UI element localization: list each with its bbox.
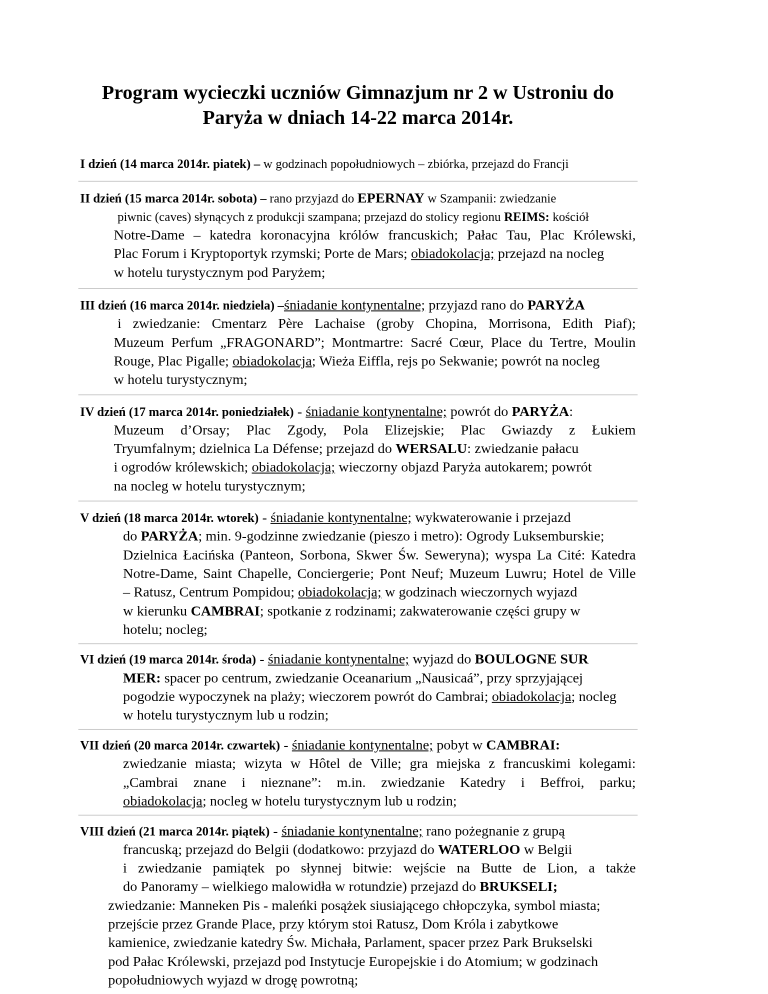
place-paryz: PARYŻA <box>511 403 570 420</box>
day-1 <box>80 155 636 174</box>
day-6-header: VI dzień (19 marca 2014r. środa) <box>80 652 257 667</box>
day-7: VII dzień (20 marca 2014r. czwartek) - śniadanie kontynentalne; pobyt w CAMBRAI: zwiedzanie miasta; wizyta w Hôtel de Ville; gra miejska z francuskimi kolegami: „Cambrai znane i nieznane”: m.in. zwiedzanie Katedry i Beffroi, parku; obiadokolacja; nocleg w hotelu turystycznym lub u rodzin; <box>80 737 636 810</box>
day-5-header: V dzień (18 marca 2014r. wtorek) <box>80 510 259 525</box>
place-paryz: PARYŻA <box>140 528 199 545</box>
page-title <box>56 80 660 130</box>
day-8-header: VIII dzień (21 marca 2014r. piątek) <box>80 824 270 839</box>
place-epernay: EPERNAY <box>357 190 425 207</box>
day-8: VIII dzień (21 marca 2014r. piątek) - śniadanie kontynentalne; rano pożegnanie z grupą francuską; przejazd do Belgii (dodatkowo: przyjazd do WATERLOO w Belgii i zwiedzanie pamiątek po słynnej bitwie: wejście na Butte de Lion, a także do Panoramy – wielkiego malowidła w rotundzie) przejazd do BRUKSELI; zwiedzanie: Manneken Pis - maleńki posążek siusiającego chłopczyka, symbol miasta; przejście przez Grande Place, przy którym stoi Ratusz, Dom Króla i zabytkowe kamienice, zwiedzanie katedry Św. Michała, Parlament, spacer przez Park Brukselski pod Pałac Królewski, przejazd pod Instytucje Europejskie i do Atomium; w godzinach popołudniowych wyjazd w drogę powrotną; <box>80 823 636 989</box>
day-6-block: VI dzień (19 marca 2014r. środa) - śniadanie kontynentalne; wyjazd do BOULOGNE SUR MER: spacer po centrum, zwiedzanie Oceanarium „Nausicaá”, przy sprzyjającej pogodzie wypoczynek na plaży; wieczorem powrót do Cambrai; obiadokolacja; nocleg w hotelu turystycznym lub u rodzin; <box>80 651 617 724</box>
day-2: II dzień (15 marca 2014r. sobota) – rano przyjazd do EPERNAY w Szampanii: zwiedzanie piwnic (caves) słynących z produkcji szampana; przejazd do stolicy regionu REIMS: kościół Notre-Dame – katedra koronacyjna królów francuskich; Pałac Tau, Plac Królewski, Plac Forum i Kryptoportyk rzymski; Porte de Mars; obiadokolacja; przejazd na nocleg w hotelu turystycznym pod Paryżem; <box>80 190 636 281</box>
title-line-2: Paryża w dniach 14-22 marca 2014r. <box>202 106 514 129</box>
place-boulogne: BOULOGNE SUR <box>474 651 589 668</box>
day-4-header: IV dzień (17 marca 2014r. poniedziałek) <box>80 404 294 419</box>
day-1-header: I dzień (14 marca 2014r. piatek) – <box>80 156 261 171</box>
day-3-header: III dzień (16 marca 2014r. niedziela) – <box>80 298 284 313</box>
place-waterloo: WATERLOO <box>437 841 521 858</box>
place-cambrai: CAMBRAI: <box>486 737 561 754</box>
place-bruksela: BRUKSELI; <box>479 879 558 895</box>
day-4: IV dzień (17 marca 2014r. poniedziałek) - śniadanie kontynentalne; powrót do PARYŻA: Muzeum d’Orsay; Plac Zgody, Pola Elizejskie; Plac Gwiazdy z Łukiem Tryumfalnym; dzielnica La Défense; przejazd do WERSALU: zwiedzanie pałacu i ogrodów królewskich; obiadokolacja; wieczorny objazd Paryża autokarem; powrót na nocleg w hotelu turystycznym; <box>80 403 636 495</box>
title-line-1: Program wycieczki uczniów Gimnazjum nr 2 w Ustroniu do <box>101 81 615 104</box>
place-paryz: PARYŻA <box>527 297 585 314</box>
divider <box>78 501 637 502</box>
divider <box>78 729 637 730</box>
divider <box>78 288 637 289</box>
day-1-line: I dzień (14 marca 2014r. piatek) – w godzinach popołudniowych – zbiórka, przejazd do Francji <box>80 156 569 171</box>
day-5: V dzień (18 marca 2014r. wtorek) - śniadanie kontynentalne; wykwaterowanie i przejazd do PARYŻA; min. 9-godzinne zwiedzanie (pieszo i metro): Ogrody Luksemburskie; Dzielnica Łacińska (Panteon, Sorbona, Skwer Św. Seweryna); wyspa La Cité: Katedra Notre-Dame, Saint Chapelle, Conciergerie; Pont Neuf; Muzeum Luwru; Hotel de Ville – Ratusz, Centrum Pompidou; obiadokolacja; w godzinach wieczornych wyjazd w kierunku CAMBRAI; spotkanie z rodzinami; zakwaterowanie części grupy w hotelu; nocleg; <box>80 509 636 638</box>
day-3: III dzień (16 marca 2014r. niedziela) –śniadanie kontynentalne; przyjazd rano do PARYŻA i zwiedzanie: Cmentarz Père Lachaise (groby Chopina, Morrisona, Edith Piaf); Muzeum Perfum „FRAGONARD”; Montmartre: Sacré Cœur, Place du Tertre, Moulin Rouge, Plac Pigalle; obiadokolacja; Wieża Eiffla, rejs po Sekwanie; powrót na nocleg w hotelu turystycznym; <box>80 297 636 388</box>
divider <box>78 643 637 644</box>
place-reims: REIMS: <box>503 209 550 224</box>
place-cambrai: CAMBRAI <box>190 603 260 619</box>
day-7-header: VII dzień (20 marca 2014r. czwartek) <box>80 738 281 753</box>
divider <box>78 181 637 182</box>
divider <box>78 815 637 816</box>
place-wersal: WERSALU <box>395 440 468 457</box>
divider <box>78 394 637 395</box>
day-2-header: II dzień (15 marca 2014r. sobota) – <box>80 191 267 206</box>
